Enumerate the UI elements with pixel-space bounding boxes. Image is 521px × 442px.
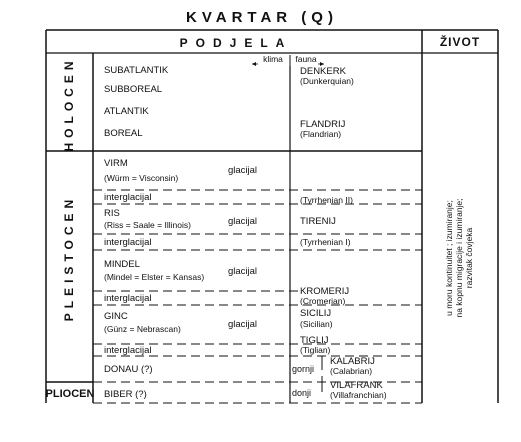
stage-boreal: BOREAL: [104, 128, 143, 139]
klima-label: klima: [263, 54, 283, 64]
stage-ris: RIS: [104, 208, 120, 219]
pliocen-label: PLIOCEN: [45, 388, 95, 400]
fauna-denkerk-sub: (Dunkerquian): [300, 76, 354, 86]
gornji-label: gornji: [292, 364, 315, 374]
pleistocen-label: PLEISTOCEN: [62, 194, 76, 322]
zivot-line-1: u moru kontinuitet ; izumiranje;: [444, 200, 454, 316]
fauna-vilafrank-sub: (Villafranchian): [330, 390, 387, 400]
klima-fauna-label: [252, 54, 324, 66]
fauna-kromerij: KROMERIJ: [300, 286, 350, 297]
zivot-line-3: razvitak čovjeka: [464, 227, 474, 289]
podjela-header: PODJELA: [179, 36, 293, 50]
fauna-tirenij: TIRENIJ: [300, 216, 336, 227]
fauna-denkerk: DENKERK: [300, 66, 346, 77]
interglacijal-1: interglacijal: [104, 192, 152, 203]
fauna-kromerij-sub: (Cromerian): [300, 296, 346, 306]
stage-atlantik: ATLANTIK: [104, 106, 149, 117]
stage-mindel-sub: (Mindel = Elster = Kansas): [104, 272, 205, 282]
stage-ginc-sub: (Günz = Nebrascan): [104, 324, 181, 334]
stage-donau: DONAU (?): [104, 364, 153, 375]
fauna-tiglij: TIGLIJ: [300, 335, 329, 346]
stage-ginc: GINC: [104, 311, 128, 322]
glacijal-virm: glacijal: [228, 165, 258, 176]
fauna-tiglij-sub: (Tiglian): [300, 345, 331, 355]
stage-subatlantik: SUBATLANTIK: [104, 65, 169, 76]
fauna-kalabrij-sub: (Calabrian): [330, 366, 373, 376]
glacijal-mindel: glacijal: [228, 266, 258, 277]
fauna-flandrij: FLANDRIJ: [300, 119, 346, 130]
interglacijal-2: interglacijal: [104, 237, 152, 248]
fauna-tyrrhenian-1: (Tyrrhenian I): [300, 237, 351, 247]
zivot-description: [444, 198, 474, 317]
glacijal-ginc: glacijal: [228, 319, 258, 330]
glacijal-ris: glacijal: [228, 216, 258, 227]
stage-mindel: MINDEL: [104, 259, 140, 270]
fauna-sicilij-sub: (Sicilian): [300, 319, 333, 329]
stage-subboreal: SUBBOREAL: [104, 84, 163, 95]
interglacijal-4: interglacijal: [104, 345, 152, 356]
fauna-kalabrij: KALABRIJ: [330, 356, 375, 367]
stage-virm-sub: (Würm = Visconsin): [104, 173, 179, 183]
donji-label: donji: [292, 388, 312, 398]
fauna-label: fauna: [295, 54, 317, 64]
fauna-vilafrank: VILAFRANK: [330, 380, 383, 391]
zivot-line-2: na kopnu migracije i izumiranje;: [454, 198, 464, 318]
stage-virm: VIRM: [104, 158, 128, 169]
fauna-flandrij-sub: (Flandrian): [300, 129, 342, 139]
stage-ris-sub: (Riss = Saale = Illinois): [104, 220, 191, 230]
fauna-tyrrhenian-2: (Tyrrhenian II): [300, 195, 353, 205]
interglacijal-3: interglacijal: [104, 293, 152, 304]
zivot-header: ŽIVOT: [439, 35, 481, 49]
holocen-label: HOLOCEN: [62, 56, 76, 152]
page-title: KVARTAR (Q): [186, 9, 338, 26]
stage-biber: BIBER (?): [104, 389, 147, 400]
fauna-sicilij: SICILIJ: [300, 308, 332, 319]
